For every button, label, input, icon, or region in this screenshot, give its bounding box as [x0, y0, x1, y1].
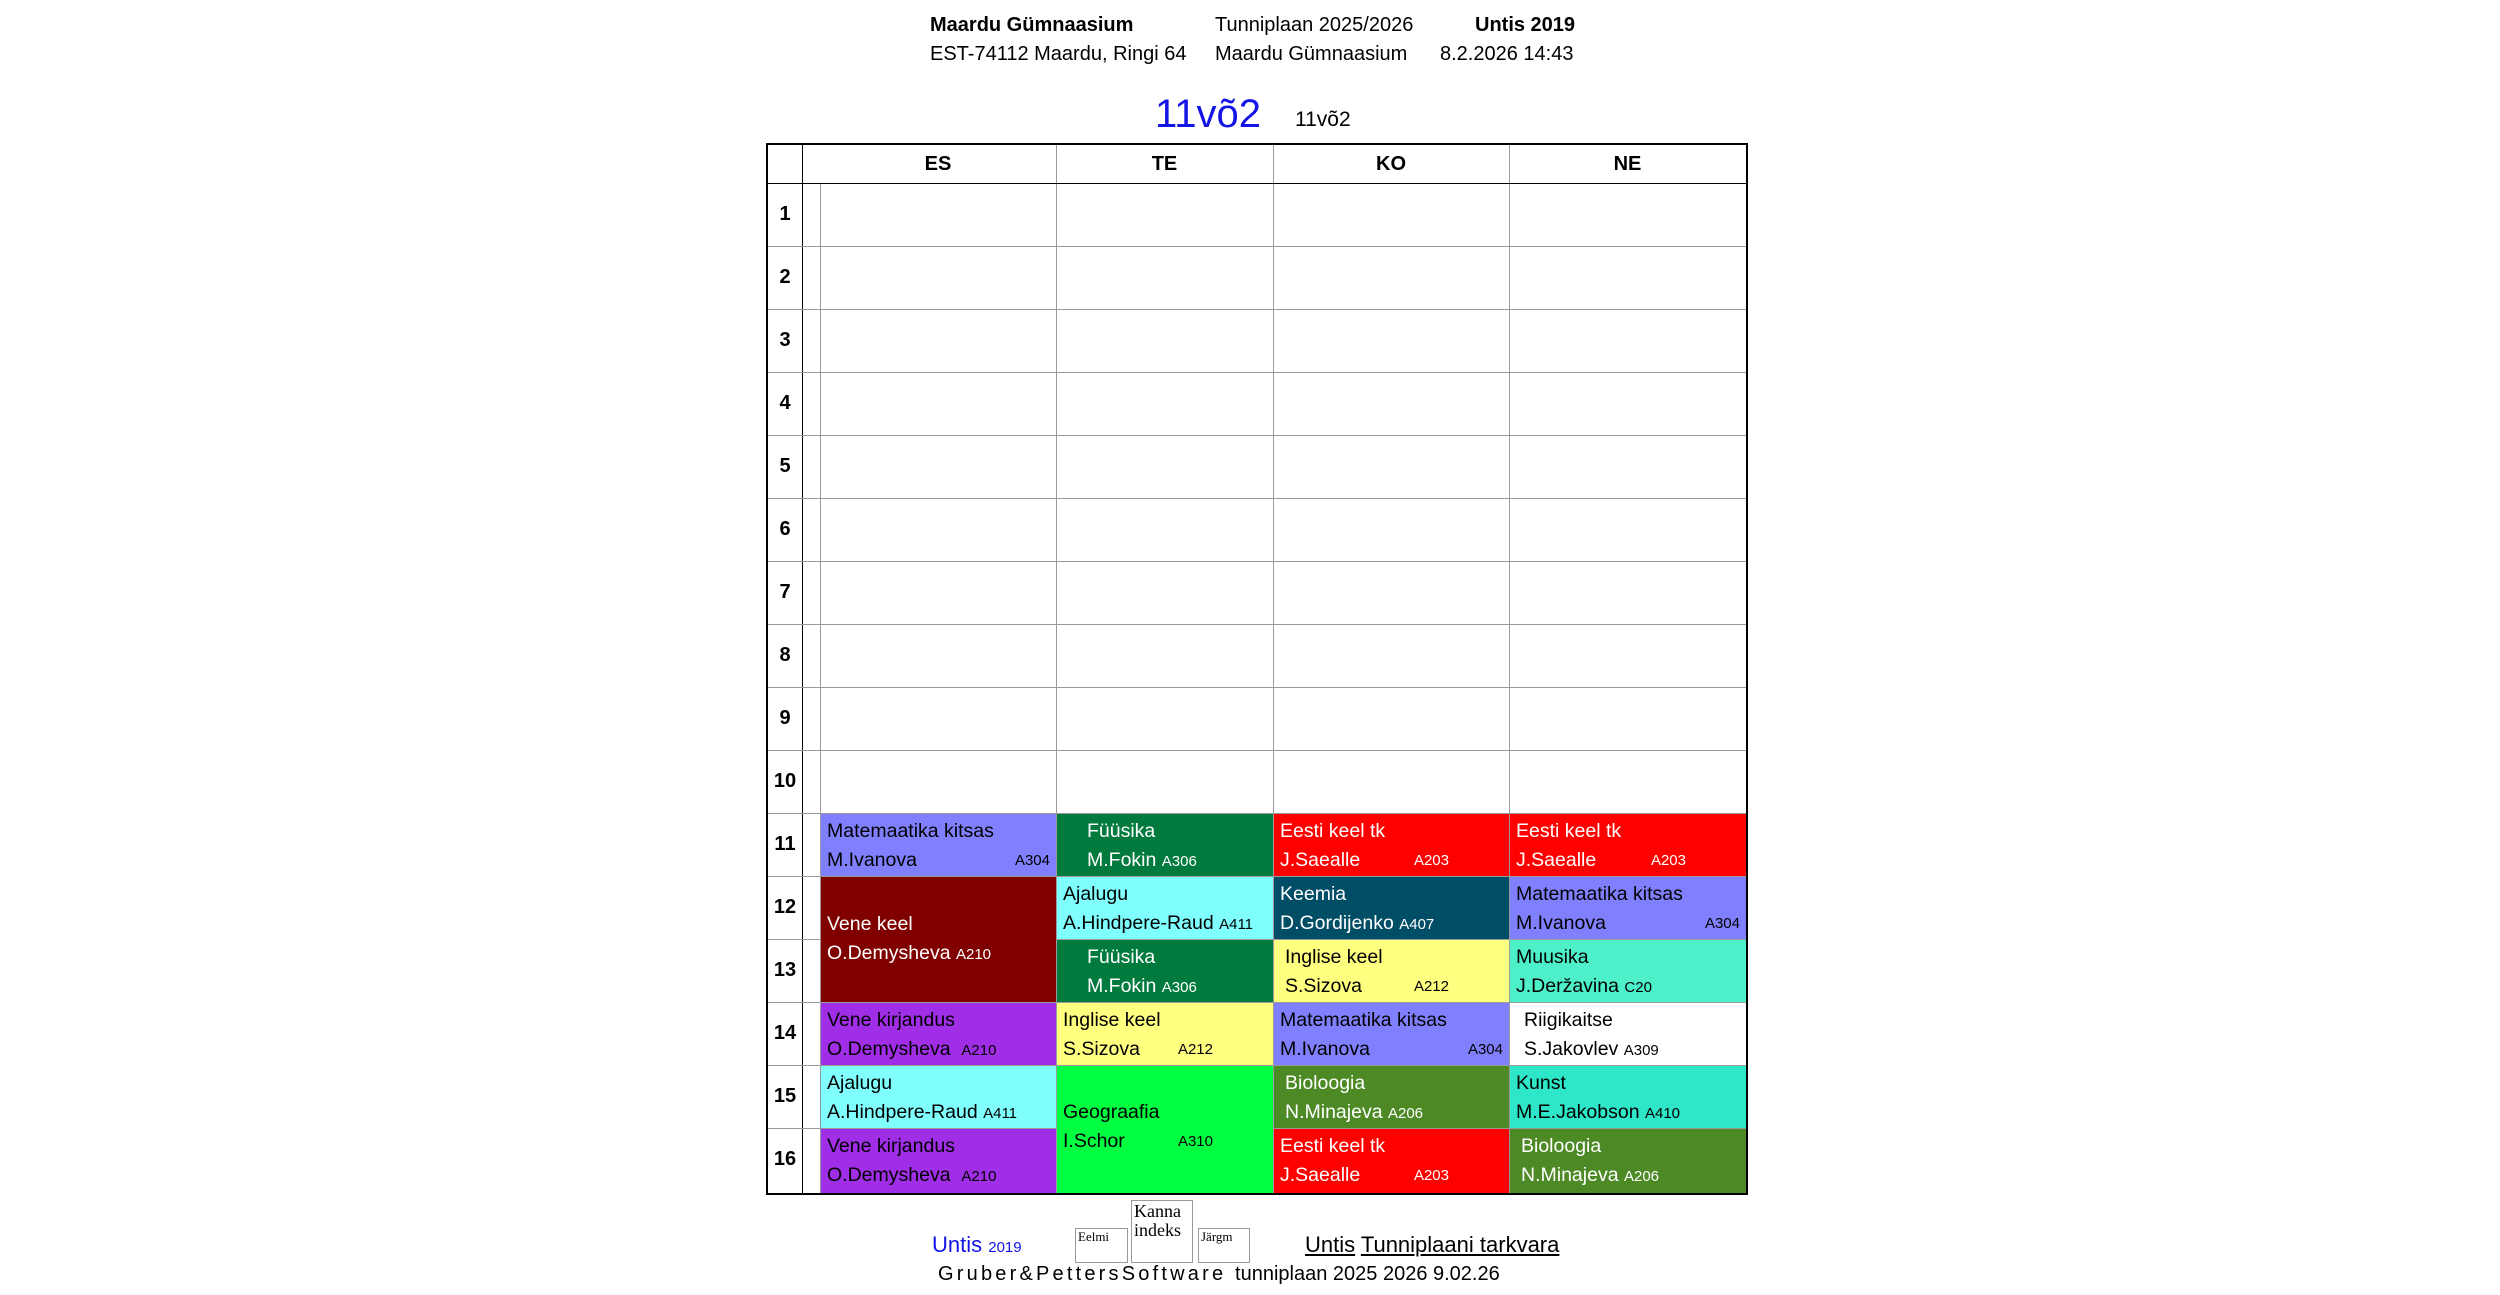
school-address: EST-74112 Maardu, Ringi 64 — [930, 43, 1187, 65]
lesson-teacher: M.Fokin A306 — [1087, 849, 1197, 871]
lesson-cell[interactable] — [821, 1003, 1056, 1065]
timetable-grid — [766, 143, 1748, 1195]
period-number: 15 — [773, 1085, 797, 1107]
school-name: Maardu Gümnaasium — [930, 14, 1134, 36]
lesson-room: A212 — [1413, 978, 1449, 995]
lesson-teacher: N.Minajeva A206 — [1521, 1164, 1660, 1186]
lesson-subject: Inglise keel — [1063, 1009, 1161, 1031]
print-date: 8.2.2026 14:43 — [1440, 43, 1574, 65]
lesson-cell[interactable] — [1510, 877, 1746, 939]
day-header-monday: ES — [924, 153, 952, 175]
lesson-cell[interactable] — [1274, 1129, 1509, 1193]
lesson-subject: Vene kirjandus — [827, 1135, 955, 1157]
lesson-teacher: S.Sizova — [1063, 1038, 1140, 1060]
software-name: Untis 2019 — [1475, 14, 1576, 36]
lesson-cell[interactable] — [1057, 877, 1273, 939]
lesson-cell[interactable] — [1057, 1003, 1273, 1065]
lesson-teacher: S.Jakovlev A309 — [1524, 1038, 1659, 1060]
lesson-teacher: J.Saealle — [1516, 849, 1597, 871]
lesson-teacher: N.Minajeva A206 — [1285, 1101, 1424, 1123]
period-number: 16 — [773, 1148, 797, 1170]
period-number: 1 — [779, 203, 791, 225]
lesson-room: A203 — [1413, 852, 1449, 869]
lesson-cell[interactable] — [821, 1066, 1056, 1128]
period-number: 5 — [779, 455, 791, 477]
next-icon[interactable]: Järgm — [1198, 1228, 1250, 1263]
lesson-teacher: S.Sizova — [1285, 975, 1362, 997]
lesson-cell[interactable] — [1057, 814, 1273, 876]
class-title: 11võ2 — [1155, 92, 1262, 136]
grid-line — [768, 183, 1746, 184]
class-subtitle: 11võ2 — [1295, 108, 1351, 131]
footer-copyright: Gruber&PettersSoftware tunniplaan 2025 2026 9.02.26 — [938, 1263, 1500, 1285]
lesson-subject: Keemia — [1280, 883, 1347, 905]
lesson-teacher: M.Ivanova — [827, 849, 917, 871]
lesson-teacher: O.Demysheva A210 — [827, 1038, 997, 1060]
lesson-cell[interactable] — [1274, 1066, 1509, 1128]
lesson-subject: Eesti keel tk — [1280, 1135, 1386, 1157]
grid-line — [768, 624, 1746, 625]
lesson-cell[interactable] — [821, 814, 1056, 876]
lesson-cell[interactable] — [1057, 940, 1273, 1002]
lesson-teacher: D.Gordijenko A407 — [1280, 912, 1435, 934]
untis-software-link[interactable]: Untis Tunniplaani tarkvara — [1305, 1232, 1560, 1257]
lesson-subject: Bioloogia — [1521, 1135, 1602, 1157]
lesson-cell[interactable] — [821, 877, 1056, 1002]
day-header-tuesday: TE — [1151, 153, 1178, 175]
period-number: 3 — [779, 329, 791, 351]
lesson-cell[interactable] — [1057, 1066, 1273, 1193]
period-number: 7 — [779, 581, 791, 603]
index-icon[interactable]: Kanna indeks — [1131, 1200, 1193, 1263]
period-number: 9 — [779, 707, 791, 729]
footer-untis-logo[interactable]: Untis 2019 — [932, 1232, 1022, 1257]
period-number: 11 — [774, 833, 796, 855]
lesson-cell[interactable] — [1274, 814, 1509, 876]
lesson-subject: Muusika — [1516, 946, 1589, 968]
lesson-subject: Matemaatika kitsas — [1516, 883, 1683, 905]
lesson-subject: Matemaatika kitsas — [827, 820, 994, 842]
lesson-teacher: J.Saealle — [1280, 849, 1361, 871]
lesson-cell[interactable] — [1510, 814, 1746, 876]
lesson-subject: Inglise keel — [1285, 946, 1383, 968]
previous-icon[interactable]: Eelmi — [1075, 1228, 1128, 1263]
lesson-subject: Kunst — [1516, 1072, 1566, 1094]
period-number: 4 — [779, 392, 791, 414]
lesson-subject: Ajalugu — [1063, 883, 1129, 905]
lesson-cell[interactable] — [821, 1129, 1056, 1193]
lesson-teacher: M.E.Jakobson A410 — [1516, 1101, 1681, 1123]
lesson-subject: Füüsika — [1087, 946, 1156, 968]
lesson-teacher: M.Ivanova — [1516, 912, 1606, 934]
lesson-teacher: M.Fokin A306 — [1087, 975, 1197, 997]
lesson-cell[interactable] — [1510, 1066, 1746, 1128]
lesson-subject: Ajalugu — [827, 1072, 893, 1094]
lesson-room: A304 — [1704, 915, 1740, 932]
lesson-teacher: J.Saealle — [1280, 1164, 1361, 1186]
lesson-teacher: O.Demysheva A210 — [827, 1164, 997, 1186]
grid-line — [768, 498, 1746, 499]
lesson-cell[interactable] — [1510, 1003, 1746, 1065]
lesson-subject: Vene kirjandus — [827, 1009, 955, 1031]
lesson-cell[interactable] — [1274, 877, 1509, 939]
lesson-subject: Bioloogia — [1285, 1072, 1366, 1094]
lesson-subject: Riigikaitse — [1524, 1009, 1613, 1031]
grid-line — [768, 372, 1746, 373]
period-number: 10 — [773, 770, 797, 792]
lesson-room: A310 — [1177, 1133, 1213, 1150]
lesson-teacher: A.Hindpere-Raud A411 — [827, 1101, 1018, 1123]
lesson-subject: Geograafia — [1063, 1101, 1160, 1123]
lesson-teacher: A.Hindpere-Raud A411 — [1063, 912, 1254, 934]
plan-school: Maardu Gümnaasium — [1215, 43, 1408, 65]
grid-line — [768, 246, 1746, 247]
lesson-cell[interactable] — [1274, 1003, 1509, 1065]
lesson-room: A203 — [1413, 1167, 1449, 1184]
period-number: 12 — [773, 896, 797, 918]
lesson-cell[interactable] — [1510, 940, 1746, 1002]
lesson-teacher: M.Ivanova — [1280, 1038, 1370, 1060]
lesson-cell[interactable] — [1274, 940, 1509, 1002]
lesson-room: A304 — [1014, 852, 1050, 869]
lesson-room: A203 — [1650, 852, 1686, 869]
grid-line — [768, 435, 1746, 436]
lesson-teacher: J.Deržavina C20 — [1516, 975, 1652, 997]
lesson-subject: Füüsika — [1087, 820, 1156, 842]
lesson-subject: Vene keel — [827, 913, 913, 935]
lesson-teacher: I.Schor — [1063, 1130, 1125, 1152]
lesson-subject: Eesti keel tk — [1516, 820, 1622, 842]
period-number: 13 — [773, 959, 797, 981]
period-number: 2 — [779, 266, 791, 288]
lesson-teacher: O.Demysheva A210 — [827, 942, 992, 964]
grid-line — [768, 750, 1746, 751]
grid-line — [768, 309, 1746, 310]
period-number: 6 — [779, 518, 791, 540]
lesson-room: A212 — [1177, 1041, 1213, 1058]
plan-title: Tunniplaan 2025/2026 — [1215, 14, 1414, 36]
period-number: 8 — [779, 644, 791, 666]
grid-line — [768, 561, 1746, 562]
lesson-room: A304 — [1467, 1041, 1503, 1058]
grid-line — [768, 687, 1746, 688]
lesson-subject: Matemaatika kitsas — [1280, 1009, 1447, 1031]
lesson-cell[interactable] — [1510, 1129, 1746, 1193]
day-header-wednesday: KO — [1376, 153, 1406, 175]
lesson-subject: Eesti keel tk — [1280, 820, 1386, 842]
grid-line — [802, 145, 803, 1193]
period-number: 14 — [773, 1022, 797, 1044]
day-header-thursday: NE — [1613, 153, 1642, 175]
